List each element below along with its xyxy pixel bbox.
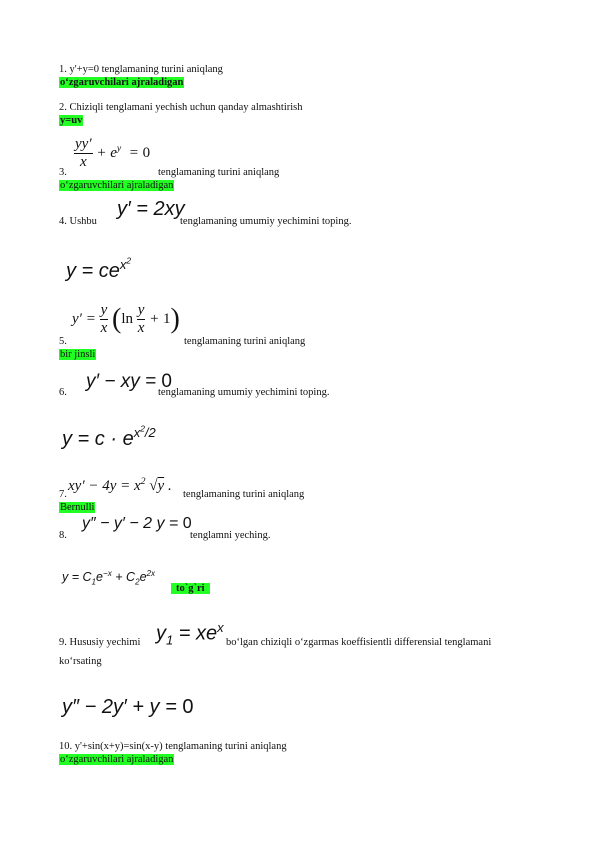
question-6-number: 6. <box>59 387 67 398</box>
question-6-text: tenglamaning umumiy yechimini toping. <box>158 387 330 398</box>
question-9-text-continued: ko‘rsating <box>59 656 102 667</box>
question-3-text: tenglamaning turini aniqlang <box>158 167 280 178</box>
question-6-formula: y′ − xy = 0 <box>86 371 172 392</box>
question-9-text: bo‘lgan chiziqli o‘zgarmas koeffisientli differensial tenglamani <box>226 637 492 648</box>
question-5-text: tenglamaning turini aniqlang <box>184 336 306 347</box>
question-5-number: 5. <box>59 336 67 347</box>
question-4-number: 4. Ushbu <box>59 216 97 227</box>
question-3-number: 3. <box>59 167 67 178</box>
question-8-number: 8. <box>59 530 67 541</box>
question-3-formula: $\frac{yy'}{x}$ + $e^y = 0$ <box>75 136 151 170</box>
question-5-formula: y′ = $\frac{y}{x}$ (ln $\frac{y}{x}$ + 1) <box>72 302 180 336</box>
question-10-answer: o‘zgaruvchilari ajraladigan <box>60 754 174 765</box>
question-2-text: 2. Chiziqli tenglamani yechish uchun qanday almashtirish <box>59 102 303 113</box>
question-8-answer: to`g`ri <box>171 583 210 594</box>
question-4-answer-formula: $y = ce^{x^2}$ <box>66 256 132 282</box>
question-8-answer-formula: $y = C_1e^{-x} + C_2e^{2x}$ <box>62 569 156 587</box>
question-9-answer-formula: y″ − 2y′ + y = 0 <box>62 696 194 718</box>
question-10-text: 10. y'+sin(x+y)=sin(x-y) tenglamaning turini aniqlang <box>59 741 287 752</box>
question-7-formula: $xy' - 4y = x^2$ √y . <box>68 476 172 494</box>
question-4-formula: y′ = 2xy <box>117 198 185 220</box>
question-8-formula: y″ − y′ − 2 y = 0 <box>82 515 192 532</box>
question-7-answer: Bernulli <box>60 502 95 513</box>
question-2-answer: y=uv <box>60 115 83 126</box>
question-6-answer-formula: $y = c \cdot e^{x^2/2}$ <box>62 424 156 450</box>
question-7-text: tenglamaning turini aniqlang <box>183 489 305 500</box>
question-8-text: tenglamni yeching. <box>190 530 271 541</box>
question-9-formula: $y_1 = xe^x$ <box>156 620 224 648</box>
question-3-answer: o‘zgaruvchilari ajraladigan <box>60 180 174 191</box>
question-5-answer: bir jinsli <box>60 349 96 360</box>
question-9-number: 9. Hususiy yechimi <box>59 637 141 648</box>
question-1-text: 1. y'+y=0 tenglamaning turini aniqlang <box>59 64 223 75</box>
question-7-number: 7. <box>59 489 67 500</box>
question-1-answer: o‘zgaruvchilari ajraladigan <box>60 77 184 88</box>
question-4-text: tenglamaning umumiy yechimini toping. <box>180 216 352 227</box>
